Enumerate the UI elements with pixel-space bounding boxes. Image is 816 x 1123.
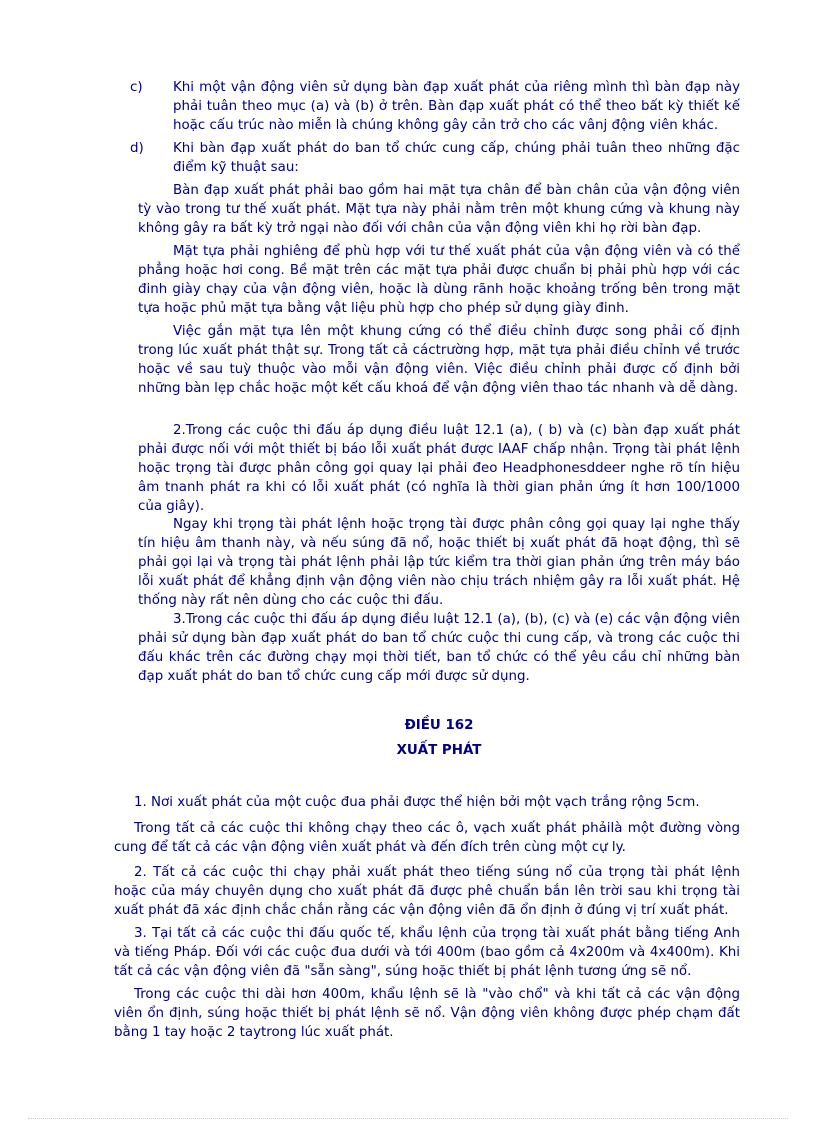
article-paragraph: Trong các cuộc thi dài hơn 400m, khẩu lệnh sẽ là "vào chổ" và khi tất cả các vận động viên ổn định, súng hoặc thiết bị phát lệnh sẽ nổ. Vận động viên không được phép chạm đất bằng 1 tay hoặc 2 taytrong lúc xuất phát. [114, 987, 740, 1040]
list-item-c [130, 78, 740, 135]
item-text: Khi một vận động viên sử dụng bàn đạp xuất phát của riêng mình thì bàn đạp này phải tuân theo mục (a) và (b) ở trên. Bàn đạp xuất phát có thể theo bất kỳ thiết kế hoặc cấu trúc nào miễn là chúng không gây cản trở cho các vânj động viên khác. [173, 80, 740, 133]
article-number: ĐIỀU 162 [404, 718, 474, 733]
article-paragraph: 2. Tất cả các cuộc thi chạy phải xuất phát theo tiếng súng nổ của trọng tài phát lệnh hoặc của máy chuyên dụng cho xuất phát đã được phê chuẩn bắn lên trời sau khi trọng tài xuất phát đã xác định chắc chắn rằng các vận động viên đã ổn định ở đúng vị trí xuất phát. [114, 865, 740, 918]
paragraph: Ngay khi trọng tài phát lệnh hoặc trọng tài được phân công gọi quay lại nghe thấy tín hiệu âm thanh này, và nếu súng đã nổ, hoặc thiết bị xuất phát đã hoạt động, thì sẽ phải gọi lại và trọng tài phát lệnh phải lập tức kiểm tra thời gian phản ứng trên máy báo lỗi xuất phát để khẳng định vận động viên nào chịu trách nhiệm gây ra lỗi xuất phát. Hệ thống này rất nên dùng cho các cuộc thi đấu. [138, 517, 740, 608]
paragraph: 3.Trong các cuộc thi đấu áp dụng điều luật 12.1 (a), (b), (c) và (e) các vận động viên phải sử dụng bàn đạp xuất phát do ban tổ chức cuộc thi cung cấp, và trong các cuộc thi đấu khác trên các đường chạy mọi thời tiết, ban tổ chức có thể yêu cầu chỉ những bàn đạp xuất phát do ban tổ chức cung cấp mới được sử dụng. [138, 612, 740, 684]
page-bottom-rule [28, 1118, 788, 1119]
article-paragraph: 1. Nơi xuất phát của một cuộc đua phải được thể hiện bởi một vạch trắng rộng 5cm. [134, 795, 700, 810]
item-label: c) [130, 80, 143, 95]
list-item-d [130, 139, 740, 177]
item-text: Khi bàn đạp xuất phát do ban tổ chức cung cấp, chúng phải tuân theo những đặc điểm kỹ thuật sau: [173, 141, 740, 175]
article-paragraph: Trong tất cả các cuộc thi không chạy theo các ô, vạch xuất phát phảilà một đường vòng cung để tất cả các vận động viên xuất phát và đến đích trên cùng một cự ly. [114, 821, 740, 855]
paragraph: Bàn đạp xuất phát phải bao gồm hai mặt tựa chân để bàn chân của vận động viên tỳ vào trong tư thế xuất phát. Mặt tựa này phải nằm trên một khung cứng và khung này không gây ra bất kỳ trở ngại nào đối với chân của vận động viên khi họ rời bàn đạp. [138, 183, 740, 236]
paragraph: 2.Trong các cuộc thi đấu áp dụng điều luật 12.1 (a), ( b) và (c) bàn đạp xuất phát phải được nối với một thiết bị báo lỗi xuất phát được IAAF chấp nhận. Trọng tài phát lệnh hoặc trọng tài được phân công gọi quay lại phải đeo Headphonesddeer nghe rõ tín hiệu âm tnanh phát ra khi có lỗi xuất phát (có nghĩa là thời gian phản ứng ít hơn 100/1000 của giây). [138, 423, 740, 514]
article-paragraph: 3. Tại tất cả các cuộc thi đấu quốc tế, khẩu lệnh của trọng tài xuất phát bằng tiếng Anh và tiếng Pháp. Đối với các cuộc đua dưới và tới 400m (bao gồm cả 4x200m và 4x400m). Khi tất cả các vận động viên đã "sẵn sàng", súng hoặc thiết bị phát lệnh tương ứng sẽ nổ. [114, 926, 740, 979]
article-title: XUẤT PHÁT [396, 743, 482, 758]
paragraph: Mặt tựa phải nghiêng để phù hợp với tư thế xuất phát của vận động viên và có thể phẳng hoặc hơi cong. Bề mặt trên các mặt tựa phải được chuẩn bị phải phù hợp với các đinh giày chạy của vận động viên, hoặc là dùng rãnh hoặc khoảng trống bên trong mặt tựa hoặc phủ mặt tựa bằng vật liệu phù hợp cho phép sử dụng giày đinh. [138, 244, 740, 316]
paragraph: Việc gắn mặt tựa lên một khung cứng có thể điều chỉnh được song phải cố định trong lúc xuất phát thật sự. Trong tất cả cáctrường hợp, mặt tựa phải điều chỉnh về trước hoặc về sau tuỳ thuộc vào mỗi vận động viên. Việc điều chỉnh phải được cố định bởi những bàn lẹp chắc hoặc một kết cấu khoá để vận động viên thao tác nhanh và dễ dàng. [138, 324, 740, 396]
item-label: d) [130, 141, 144, 156]
